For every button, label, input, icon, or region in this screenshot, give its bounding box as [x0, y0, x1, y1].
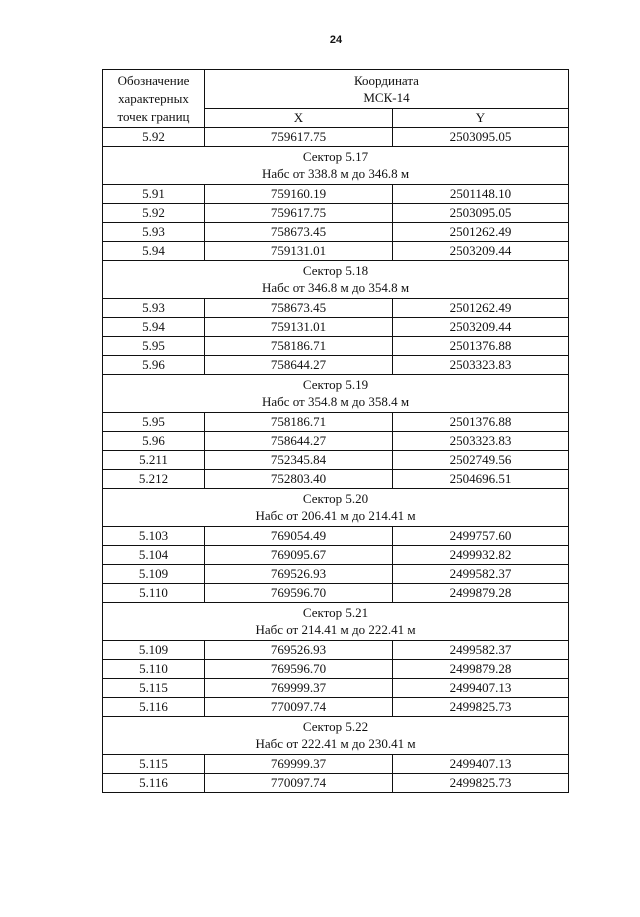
- x-column-header: X: [205, 109, 393, 128]
- y-coordinate-cell: 2503095.05: [393, 128, 569, 147]
- table-row: [103, 698, 569, 717]
- table-row: [103, 527, 569, 546]
- x-coordinate-cell: 769999.37: [205, 679, 393, 698]
- y-coordinate-cell: 2499825.73: [393, 774, 569, 793]
- x-coordinate-cell: 759131.01: [205, 242, 393, 261]
- sector-heading: [103, 375, 569, 413]
- sector-range: Набс от 222.41 м до 230.41 м: [255, 736, 416, 751]
- y-coordinate-cell: 2501148.10: [393, 185, 569, 204]
- table-row: [103, 223, 569, 242]
- x-coordinate-cell: 758673.45: [205, 223, 393, 242]
- point-id-cell: 5.110: [103, 584, 205, 603]
- header-label-line: характерных: [118, 90, 189, 106]
- sector-title: Сектор 5.19: [302, 377, 369, 392]
- point-id-cell: 5.93: [103, 299, 205, 318]
- x-coordinate-cell: 758186.71: [205, 413, 393, 432]
- x-coordinate-cell: 752345.84: [205, 451, 393, 470]
- y-coordinate-cell: 2499407.13: [393, 679, 569, 698]
- point-id-cell: 5.104: [103, 546, 205, 565]
- table-row: [103, 660, 569, 679]
- point-id-cell: 5.211: [103, 451, 205, 470]
- table-row: [103, 242, 569, 261]
- y-coordinate-cell: 2499932.82: [393, 546, 569, 565]
- y-coordinate-cell: 2499407.13: [393, 755, 569, 774]
- sector-title: Сектор 5.20: [302, 491, 369, 506]
- sector-heading: [103, 147, 569, 185]
- x-coordinate-cell: 770097.74: [205, 774, 393, 793]
- point-id-cell: 5.92: [103, 204, 205, 223]
- table-row: [103, 451, 569, 470]
- sector-title: Сектор 5.22: [302, 719, 369, 734]
- point-id-cell: 5.110: [103, 660, 205, 679]
- x-coordinate-cell: 758644.27: [205, 432, 393, 451]
- sector-row: [103, 261, 569, 299]
- point-id-cell: 5.115: [103, 679, 205, 698]
- table-row: [103, 584, 569, 603]
- sector-heading: [103, 489, 569, 527]
- sector-range: Набс от 206.41 м до 214.41 м: [255, 508, 416, 523]
- table-row: [103, 470, 569, 489]
- sector-range: Набс от 214.41 м до 222.41 м: [255, 622, 416, 637]
- table-row: [103, 413, 569, 432]
- coordinates-table: [102, 69, 569, 793]
- sector-row: [103, 717, 569, 755]
- y-coordinate-cell: 2503209.44: [393, 242, 569, 261]
- point-id-cell: 5.109: [103, 641, 205, 660]
- coordinate-header-line: Координата: [354, 73, 419, 88]
- sector-range: Набс от 338.8 м до 346.8 м: [261, 166, 410, 181]
- coordinate-system-header: [205, 70, 569, 109]
- sector-heading: [103, 603, 569, 641]
- table-row: [103, 679, 569, 698]
- sector-range: Набс от 346.8 м до 354.8 м: [261, 280, 410, 295]
- x-coordinate-cell: 759160.19: [205, 185, 393, 204]
- page-number: 24: [329, 34, 343, 46]
- sector-title: Сектор 5.21: [302, 605, 369, 620]
- point-id-cell: 5.95: [103, 413, 205, 432]
- y-coordinate-cell: 2501262.49: [393, 299, 569, 318]
- point-id-cell: 5.103: [103, 527, 205, 546]
- x-coordinate-cell: 758673.45: [205, 299, 393, 318]
- y-coordinate-cell: 2504696.51: [393, 470, 569, 489]
- y-coordinate-cell: 2501376.88: [393, 337, 569, 356]
- table-row: [103, 774, 569, 793]
- x-coordinate-cell: 758644.27: [205, 356, 393, 375]
- x-coordinate-cell: 759617.75: [205, 204, 393, 223]
- y-coordinate-cell: 2501376.88: [393, 413, 569, 432]
- table-row: [103, 432, 569, 451]
- point-id-cell: 5.212: [103, 470, 205, 489]
- point-id-cell: 5.94: [103, 318, 205, 337]
- table-row: [103, 356, 569, 375]
- y-coordinate-cell: 2503323.83: [393, 432, 569, 451]
- y-coordinate-cell: 2499582.37: [393, 641, 569, 660]
- point-id-cell: 5.96: [103, 356, 205, 375]
- x-coordinate-cell: 758186.71: [205, 337, 393, 356]
- sector-title: Сектор 5.17: [302, 149, 369, 164]
- sector-row: [103, 603, 569, 641]
- point-id-cell: 5.91: [103, 185, 205, 204]
- sector-row: [103, 489, 569, 527]
- table-row: [103, 546, 569, 565]
- point-id-cell: 5.95: [103, 337, 205, 356]
- table-row: [103, 641, 569, 660]
- y-coordinate-cell: 2499879.28: [393, 584, 569, 603]
- x-coordinate-cell: 769526.93: [205, 565, 393, 584]
- x-coordinate-cell: 769999.37: [205, 755, 393, 774]
- table-row: [103, 318, 569, 337]
- x-coordinate-cell: 759131.01: [205, 318, 393, 337]
- point-id-cell: 5.116: [103, 774, 205, 793]
- y-coordinate-cell: 2501262.49: [393, 223, 569, 242]
- point-id-cell: 5.93: [103, 223, 205, 242]
- y-column-header: Y: [393, 109, 569, 128]
- point-id-cell: 5.109: [103, 565, 205, 584]
- table-row: [103, 755, 569, 774]
- y-coordinate-cell: 2503095.05: [393, 204, 569, 223]
- table-row: [103, 337, 569, 356]
- sector-row: [103, 147, 569, 185]
- y-coordinate-cell: 2503209.44: [393, 318, 569, 337]
- coordinate-header-line: МСК-14: [363, 90, 410, 105]
- sector-row: [103, 375, 569, 413]
- sector-heading: [103, 717, 569, 755]
- x-coordinate-cell: 769526.93: [205, 641, 393, 660]
- y-coordinate-cell: 2499582.37: [393, 565, 569, 584]
- x-coordinate-cell: 769596.70: [205, 584, 393, 603]
- header-label-line: точек границ: [117, 108, 190, 124]
- y-coordinate-cell: 2499879.28: [393, 660, 569, 679]
- sector-title: Сектор 5.18: [302, 263, 369, 278]
- table-row: [103, 299, 569, 318]
- point-designation-header: [103, 70, 205, 128]
- x-coordinate-cell: 770097.74: [205, 698, 393, 717]
- point-id-cell: 5.115: [103, 755, 205, 774]
- table-row: [103, 204, 569, 223]
- header-label-line: Обозначение: [117, 72, 190, 88]
- x-coordinate-cell: 759617.75: [205, 128, 393, 147]
- x-coordinate-cell: 752803.40: [205, 470, 393, 489]
- y-coordinate-cell: 2502749.56: [393, 451, 569, 470]
- x-coordinate-cell: 769095.67: [205, 546, 393, 565]
- coordinates-table-body: [103, 70, 569, 793]
- y-coordinate-cell: 2499757.60: [393, 527, 569, 546]
- x-coordinate-cell: 769054.49: [205, 527, 393, 546]
- x-coordinate-cell: 769596.70: [205, 660, 393, 679]
- point-id-cell: 5.94: [103, 242, 205, 261]
- point-id-cell: 5.92: [103, 128, 205, 147]
- y-coordinate-cell: 2499825.73: [393, 698, 569, 717]
- point-id-cell: 5.96: [103, 432, 205, 451]
- sector-heading: [103, 261, 569, 299]
- table-row: [103, 128, 569, 147]
- header-row: [103, 70, 569, 109]
- sector-range: Набс от 354.8 м до 358.4 м: [261, 394, 410, 409]
- y-coordinate-cell: 2503323.83: [393, 356, 569, 375]
- point-id-cell: 5.116: [103, 698, 205, 717]
- table-row: [103, 185, 569, 204]
- table-row: [103, 565, 569, 584]
